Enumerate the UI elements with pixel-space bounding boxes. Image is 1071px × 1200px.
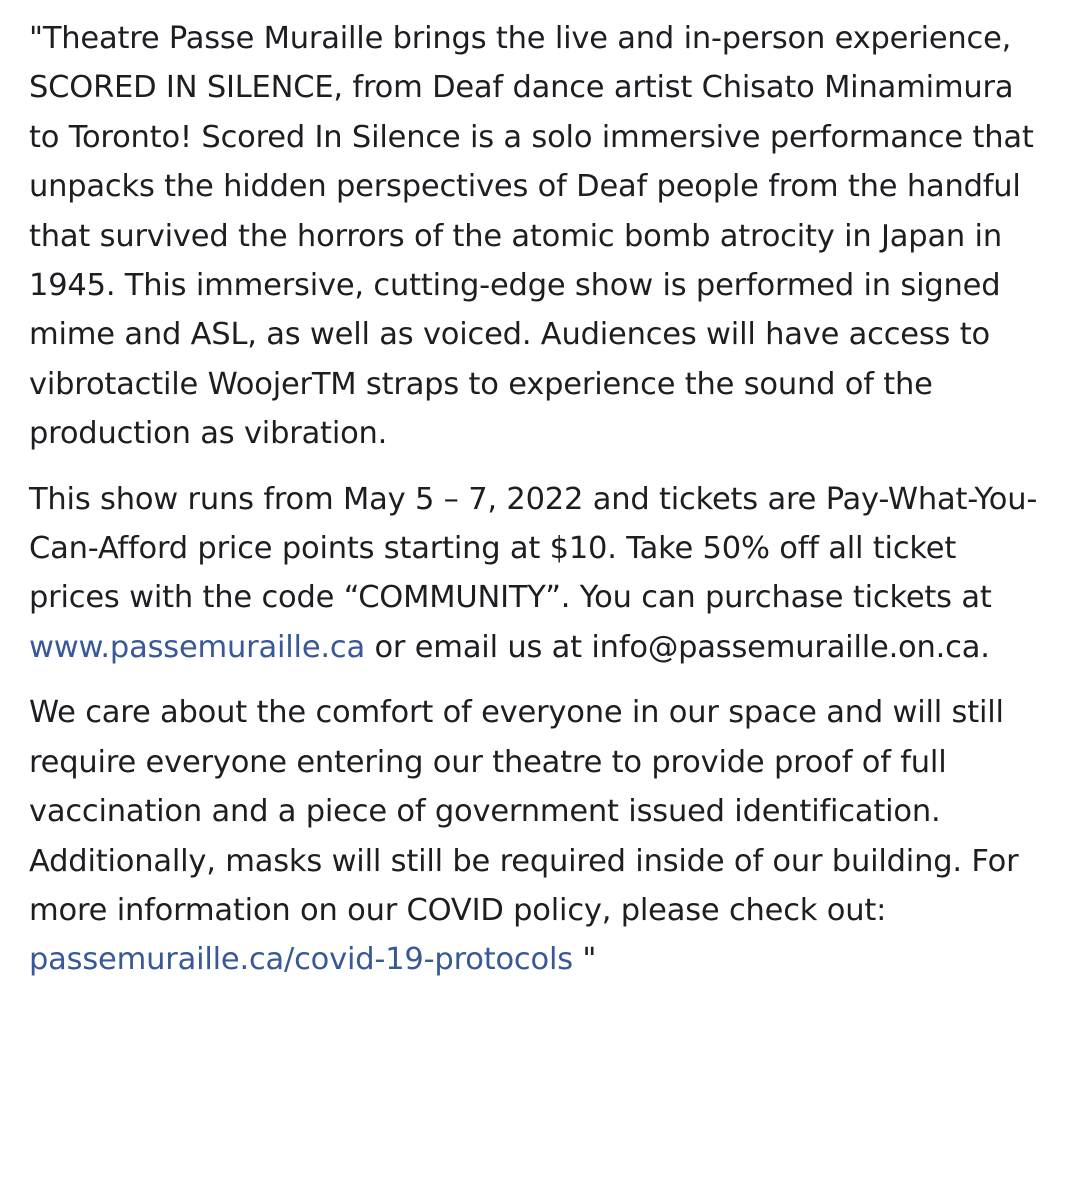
website-link[interactable]: www.passemuraille.ca: [29, 629, 365, 665]
post-paragraph-3: [29, 688, 1049, 984]
paragraph-2-text-end: or email us at info@passemuraille.on.ca.: [364, 629, 990, 665]
covid-protocols-link[interactable]: passemuraille.ca/covid-19-protocols: [29, 942, 573, 978]
post-paragraph-1: [29, 14, 1049, 459]
paragraph-3-text-end: ": [572, 942, 597, 978]
paragraph-3-text: We care about the comfort of everyone in our space and will still require everyone entering our theatre to provide proof of full vaccination and a piece of government issued identification. Additionally, masks will still be required inside of our building. For more information on our COVID policy, please check out:: [29, 695, 1019, 928]
post-body: [29, 14, 1049, 985]
paragraph-2-text: This show runs from May 5 – 7, 2022 and tickets are Pay-What-You-Can-Afford price points starting at $10. Take 50% off all ticket prices with the code “COMMUNITY”. You can purchase tickets at: [29, 481, 1038, 616]
paragraph-1-text: "Theatre Passe Muraille brings the live and in-person experience, SCORED IN SILENCE, from Deaf dance artist Chisato Minamimura to Toronto! Scored In Silence is a solo immersive performance that unpacks the hidden perspectives of Deaf people from the handful that survived the horrors of the atomic bomb atrocity in Japan in 1945. This immersive, cutting-edge show is performed in signed mime and ASL, as well as voiced. Audiences will have access to vibrotactile WoojerTM straps to experience the sound of the production as vibration.: [29, 21, 1034, 452]
post-paragraph-2: [29, 475, 1049, 673]
